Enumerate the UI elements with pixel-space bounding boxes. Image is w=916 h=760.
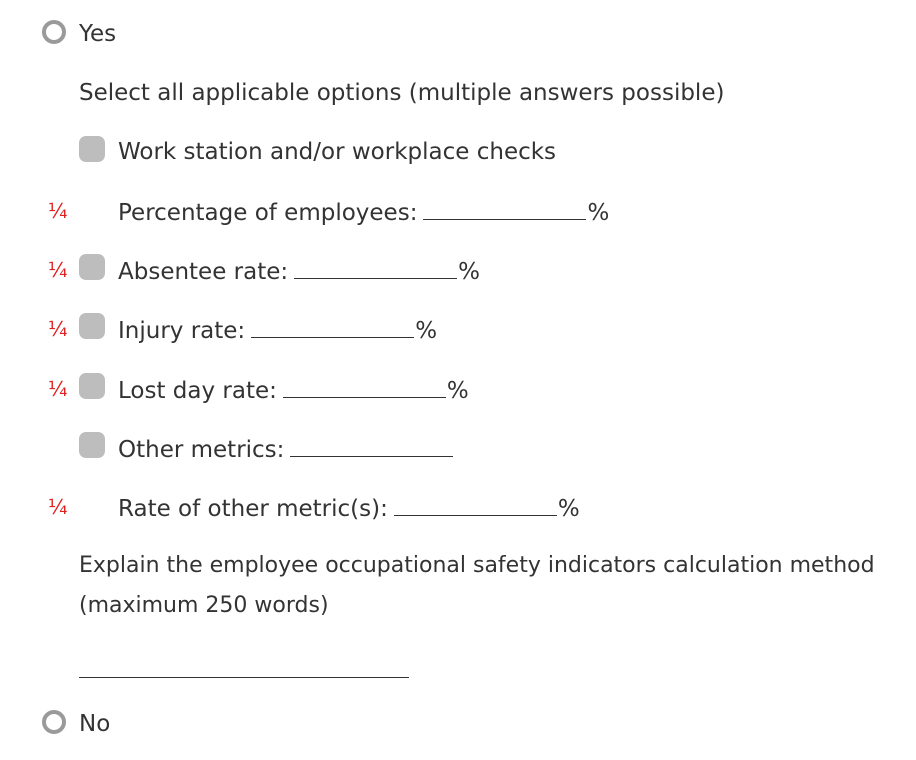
explain-line-2: (maximum 250 words) [79, 593, 329, 618]
explain-input[interactable] [79, 677, 409, 678]
percent-sign: % [587, 199, 610, 226]
explain-line-1: Explain the employee occupational safety indicators calculation method [79, 553, 875, 578]
list-item [0, 371, 916, 407]
percent-sign: % [415, 317, 438, 344]
absentee-checkbox[interactable] [79, 254, 105, 280]
other-rate-field [118, 493, 580, 522]
yes-option[interactable] [0, 16, 200, 52]
explain-prompt [79, 546, 909, 626]
lost-day-field [118, 375, 469, 404]
other-metrics-checkbox[interactable] [79, 432, 105, 458]
list-item [0, 430, 916, 466]
list-item [0, 252, 916, 288]
workstation-label: Work station and/or workplace checks [118, 139, 557, 165]
instruction-text: Select all applicable options (multiple answers possible) [79, 80, 725, 106]
lost-day-checkbox[interactable] [79, 373, 105, 399]
absentee-input[interactable] [294, 256, 457, 279]
other-rate-label: Rate of other metric(s): [118, 495, 388, 522]
yes-radio[interactable] [42, 20, 66, 44]
other-rate-input[interactable] [394, 493, 557, 516]
no-label: No [79, 711, 111, 737]
list-item [0, 193, 916, 229]
score-badge: ¼ [48, 377, 68, 401]
score-badge: ¼ [48, 258, 68, 282]
percentage-employees-label: Percentage of employees: [118, 199, 418, 226]
list-item [0, 311, 916, 347]
score-badge: ¼ [48, 495, 68, 519]
list-item [0, 489, 916, 525]
absentee-label: Absentee rate: [118, 258, 289, 285]
lost-day-input[interactable] [283, 375, 446, 398]
score-badge: ¼ [48, 317, 68, 341]
percentage-employees-input[interactable] [423, 197, 586, 220]
no-radio[interactable] [42, 710, 66, 734]
injury-input[interactable] [251, 315, 414, 338]
percent-sign: % [446, 377, 469, 404]
injury-checkbox[interactable] [79, 313, 105, 339]
workstation-checkbox[interactable] [79, 136, 105, 162]
other-metrics-input[interactable] [290, 434, 453, 457]
other-metrics-field [118, 434, 453, 463]
no-option[interactable] [0, 706, 200, 742]
injury-label: Injury rate: [118, 317, 246, 344]
percentage-employees-field [118, 197, 609, 226]
percent-sign: % [557, 495, 580, 522]
percent-sign: % [458, 258, 481, 285]
yes-label: Yes [79, 21, 117, 47]
list-item [0, 134, 916, 170]
injury-field [118, 315, 437, 344]
score-badge: ¼ [48, 199, 68, 223]
absentee-field [118, 256, 480, 285]
lost-day-label: Lost day rate: [118, 377, 277, 404]
other-metrics-label: Other metrics: [118, 436, 285, 463]
